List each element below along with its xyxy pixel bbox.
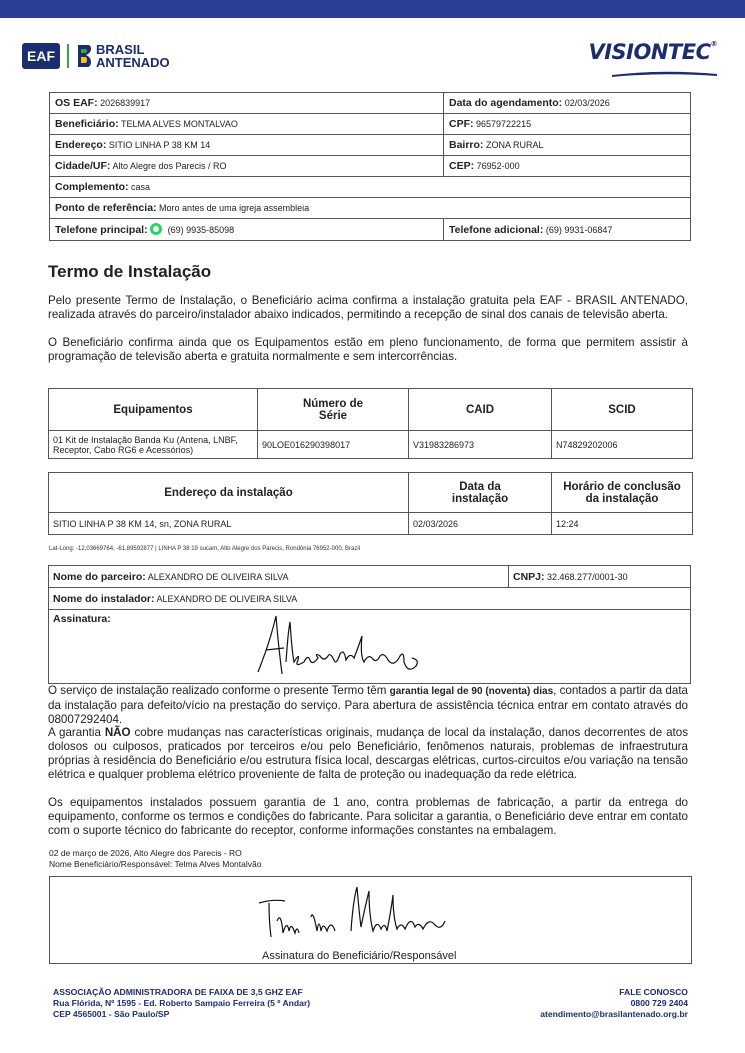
term-paragraph-1: Pelo presente Termo de Instalação, o Beneficiário acima confirma a instalação gratuita pela EAF - BRASIL ANTENADO, realizada através do parceiro/instalador abaixo indicados, permitindo a recepção de sinal dos canais de televisão aberta. <box>48 294 688 321</box>
top-bar <box>0 0 745 18</box>
lat-long-text: Lat-Long: -12,03669764, -61,89592877 | LINHA P 38 19 sucam, Alto Alegre dos Parecis, Rondônia 76952-000, Brazil <box>49 546 360 552</box>
cep-label: CEP: <box>449 160 475 172</box>
logo-divider <box>67 44 69 68</box>
partner-name-label: Nome do parceiro: <box>53 570 146 583</box>
beneficiary-signature-caption: Assinatura do Beneficiário/Responsável <box>262 950 457 962</box>
cpf-value: 96579722215 <box>476 119 532 129</box>
brasil-text: BRASIL <box>96 42 145 57</box>
eaf-logo: EAF <box>22 43 60 69</box>
warranty-1-bold: garantia legal de 90 (noventa) dias <box>389 686 554 697</box>
whatsapp-icon <box>150 223 162 235</box>
installer-signature <box>254 612 434 680</box>
warranty-1-text-a: O serviço de instalação realizado conforme o presente Termo têm <box>48 684 390 697</box>
visiontec-text: VISIONTEC <box>588 40 711 64</box>
extra-phone-value: (69) 9931-06847 <box>545 225 613 235</box>
warranty-paragraph-3: Os equipamentos instalados possuem garantia de 1 ano, contra problemas de fabricação, a partir da entrega do equipamento, conforme os termos e condições do fabricante. Para solicitar a garantia, o Beneficiário deve entrar em contato com o suporte técnico do fabricante do receptor, conforme informações constantes na embalagem. <box>48 796 688 837</box>
warranty-paragraph-2 <box>48 726 688 782</box>
date-location-text: 02 de março de 2026, Alto Alegre dos Parecis - RO <box>49 848 242 858</box>
address-label: Endereço: <box>55 139 107 151</box>
warranty-2-text-b: cobre mudanças nas características originais, mudança de local da instalação, danos decorrentes de atos dolosos ou culposos, praticados por terceiros e/ou pelo Beneficiário, fenômenos naturais, problemas de infraestrutura próprias à residência do Beneficiário e/ou estrutura física local, descargas elétricas, curtos-circuitos e/ou variação na tensão elétrica e qualquer problema elétrico proveniente de falta de proteção ou inadequação da rede elétrica. <box>48 726 688 781</box>
equipment-cell: 01 Kit de Instalação Banda Ku (Antena, LNBF, Receptor, Cabo RG6 e Acessórios) <box>49 431 258 459</box>
warranty-2-text-a: A garantia <box>48 726 105 739</box>
footer-org: ASSOCIAÇÃO ADMINISTRADORA DE FAIXA DE 3,5 GHZ EAF <box>53 987 303 997</box>
footer-email[interactable]: atendimento@brasilantenado.org.br <box>540 1009 688 1019</box>
install-date-cell: 02/03/2026 <box>409 513 552 535</box>
beneficiary-responsible-name: Nome Beneficiário/Responsável: Telma Alves Montalvão <box>49 859 262 869</box>
footer-contact <box>540 987 688 1020</box>
caid-header: CAID <box>409 389 552 431</box>
serial-cell: 90LOE016290398017 <box>258 431 409 459</box>
cnpj-value: 32.468.277/0001-30 <box>547 571 628 582</box>
cnpj-label: CNPJ: <box>513 570 545 583</box>
footer-phone: 0800 729 2404 <box>630 998 688 1008</box>
neighborhood-label: Bairro: <box>449 139 484 151</box>
install-time-header: Horário de conclusão da instalação <box>552 473 693 513</box>
reference-value: Moro antes de uma igreja assembleia <box>159 203 310 213</box>
neighborhood-value: ZONA RURAL <box>485 140 544 150</box>
serial-header: Número de Série <box>258 389 409 431</box>
complement-value: casa <box>131 182 151 192</box>
install-address-cell: SITIO LINHA P 38 KM 14, sn, ZONA RURAL <box>49 513 409 535</box>
footer-cep: CEP 4565001 - São Paulo/SP <box>53 1009 170 1019</box>
brasil-antenado-icon <box>76 43 92 69</box>
equipment-header: Equipamentos <box>49 389 258 431</box>
date-location-block <box>49 848 261 870</box>
equipment-table <box>48 388 693 459</box>
section-title: Termo de Instalação <box>48 262 212 281</box>
eaf-brasil-antenado-logo <box>22 42 170 70</box>
footer-street: Rua Flórida, Nº 1595 - Ed. Roberto Sampaio Ferreira (5 º Andar) <box>53 998 311 1008</box>
beneficiary-signature-box <box>49 876 692 964</box>
registered-mark: ® <box>710 40 717 48</box>
installer-name-label: Nome do instalador: <box>53 592 155 605</box>
main-phone-value: (69) 9935-85098 <box>167 225 235 235</box>
os-value: 2026839917 <box>100 98 151 108</box>
term-paragraph-2: O Beneficiário confirma ainda que os Equipamentos estão em pleno funcionamento, de forma que permitem assistir à programação de televisão aberta e gratuita normalmente e sem intercorrências. <box>48 336 688 363</box>
warranty-paragraph-1 <box>48 684 688 727</box>
scid-header: SCID <box>552 389 693 431</box>
cpf-label: CPF: <box>449 118 474 130</box>
installer-name-value: ALEXANDRO DE OLIVEIRA SILVA <box>156 593 298 604</box>
install-time-cell: 12:24 <box>552 513 693 535</box>
warranty-1-text-b: , contados a partir da data da instalação para defeito/vício na prestação do serviço. Para abertura de assistência técnica entrar em contato através do 08007292404. <box>48 684 688 726</box>
install-date-header: Data da instalação <box>409 473 552 513</box>
antenado-text: ANTENADO <box>96 55 170 70</box>
beneficiary-value: TELMA ALVES MONTALVAO <box>120 119 238 129</box>
cep-value: 76952-000 <box>476 161 520 171</box>
warranty-2-bold: NÃO <box>104 726 131 739</box>
beneficiary-signature <box>255 881 455 943</box>
reference-label: Ponto de referência: <box>55 202 157 214</box>
installation-table <box>48 472 693 535</box>
visiontec-logo <box>588 40 717 82</box>
beneficiary-info-table <box>49 92 691 241</box>
main-phone-label: Telefone principal: <box>55 224 148 236</box>
city-label: Cidade/UF: <box>55 160 111 172</box>
footer-contact-title: FALE CONOSCO <box>619 987 688 997</box>
extra-phone-label: Telefone adicional: <box>449 224 544 236</box>
signature-label: Assinatura: <box>53 613 111 625</box>
schedule-date-label: Data do agendamento: <box>449 97 563 109</box>
schedule-date-value: 02/03/2026 <box>564 98 610 108</box>
address-value: SITIO LINHA P 38 KM 14 <box>108 140 211 150</box>
partner-table <box>48 565 691 684</box>
partner-name-value: ALEXANDRO DE OLIVEIRA SILVA <box>147 571 289 582</box>
city-value: Alto Alegre dos Parecis / RO <box>112 161 227 171</box>
os-label: OS EAF: <box>55 97 98 109</box>
caid-cell: V31983286973 <box>409 431 552 459</box>
scid-cell: N74829202006 <box>552 431 693 459</box>
visiontec-swoosh-icon <box>612 71 717 77</box>
complement-label: Complemento: <box>55 181 129 193</box>
footer-address <box>53 987 310 1020</box>
install-address-header: Endereço da instalação <box>49 473 409 513</box>
beneficiary-label: Beneficiário: <box>55 118 119 130</box>
